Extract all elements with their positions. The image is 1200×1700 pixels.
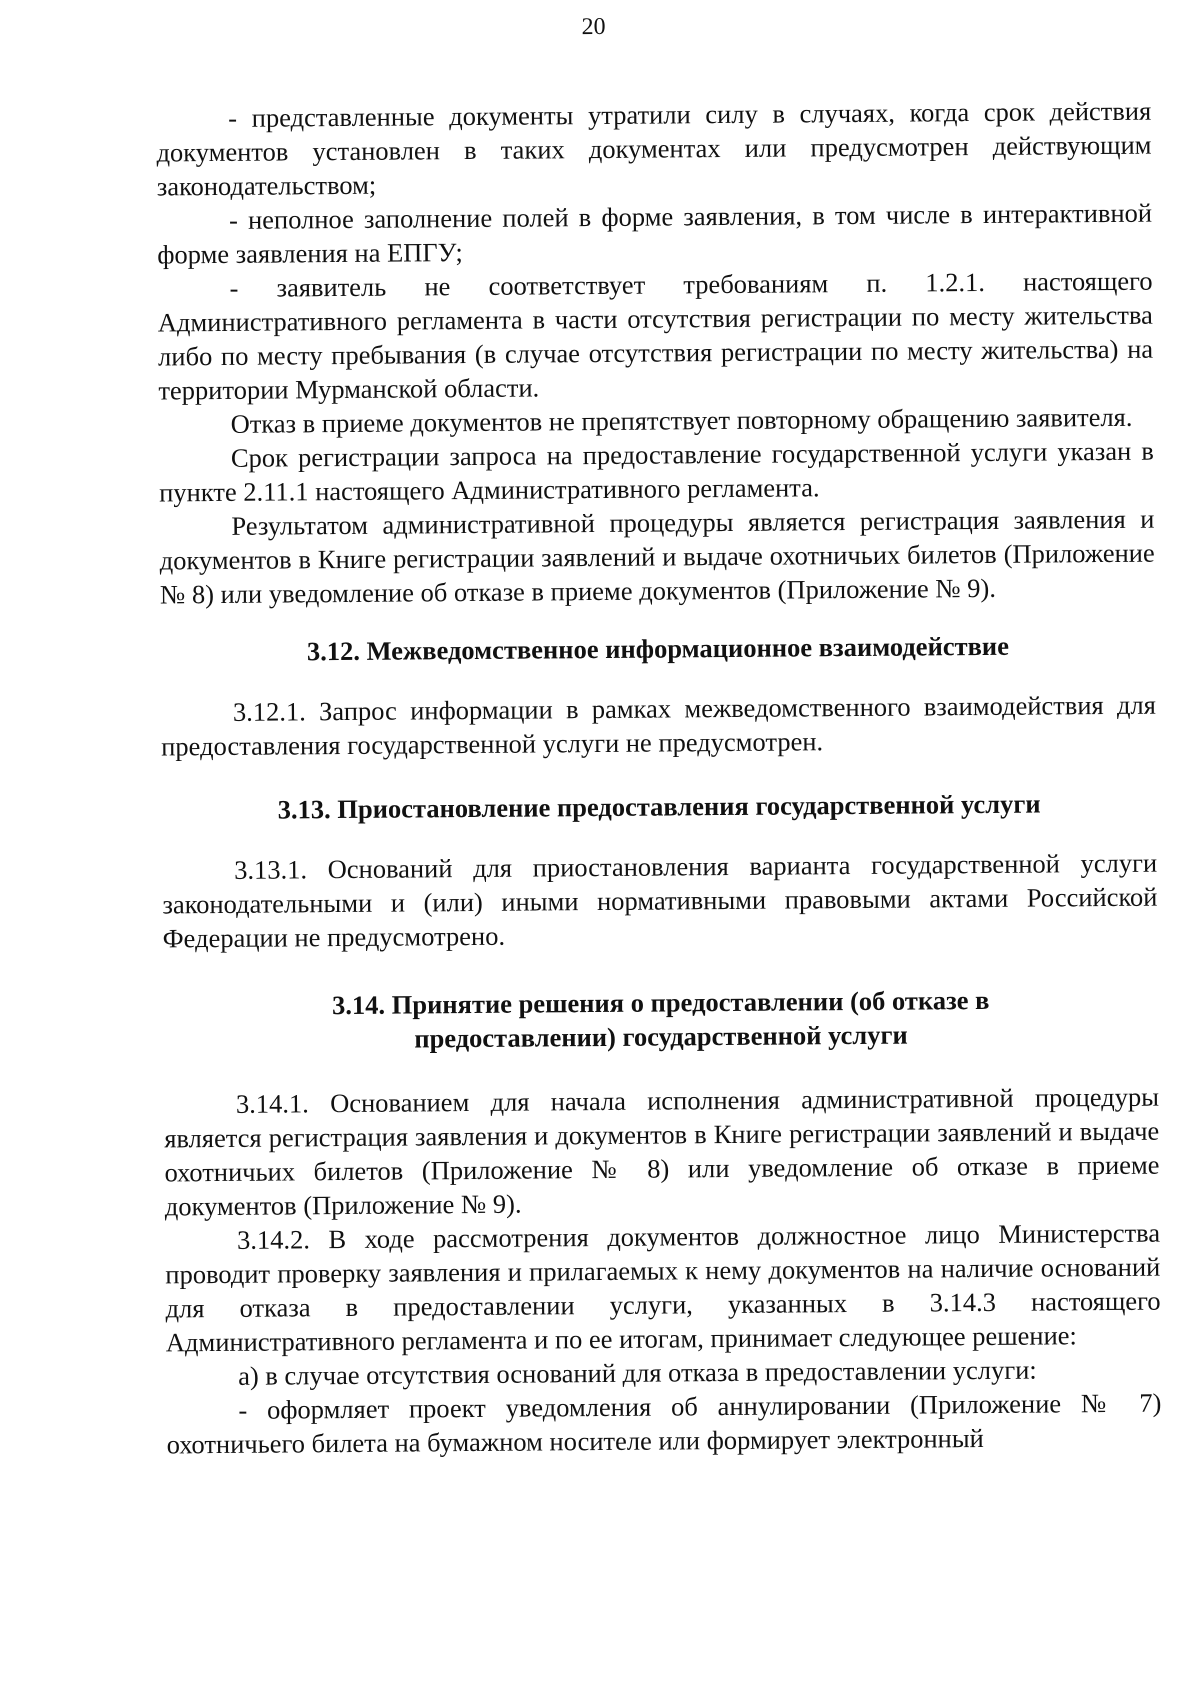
paragraph: - неполное заполнение полей в форме заявления, в том числе в интерактивной форме заявления на ЕПГУ;: [157, 197, 1153, 270]
paragraph: Отказ в приеме документов не препятствует повторному обращению заявителя.: [230, 401, 1133, 439]
paragraph-3-12-1: 3.12.1. Запрос информации в рамках межведомственного взаимодействия для предоставления государственной услуги не предусмотрен.: [161, 689, 1156, 762]
document-body: [156, 94, 1162, 1462]
paragraph: Результатом административной процедуры является регистрация заявления и документов в Книге регистрации заявлений и выдаче охотничьих билетов (Приложение № 8) или уведомление об отказе в приеме документов (Приложение № 9).: [159, 503, 1155, 610]
section-heading-3-14-line1: 3.14. Принятие решения о предоставлении (об отказе в: [331, 984, 990, 1021]
paragraph-3-14-2: 3.14.2. В ходе рассмотрения документов должностное лицо Министерства проводит проверку заявления и прилагаемых к нему документов на наличие оснований для отказа в предоставлении услуги, указанных в 3.14.3 настоящего Административного регламента и по ее итогам, принимает следующее решение:: [165, 1217, 1161, 1358]
section-heading-3-14-line2: предоставлении) государственной услуги: [414, 1019, 908, 1054]
paragraph: - представленные документы утратили силу в случаях, когда срок действия документов установлен в таких документах или предусмотрен действующим законодательством;: [156, 95, 1152, 202]
paragraph-3-13-1: 3.13.1. Оснований для приостановления варианта государственной услуги законодательными и (или) иными нормативными правовыми актами Российской Федерации не предусмотрено.: [162, 847, 1158, 954]
section-heading-3-12: 3.12. Межведомственное информационное взаимодействие: [306, 630, 1010, 667]
paragraph-item-a: а) в случае отсутствия оснований для отказа в предоставлении услуги:: [238, 1354, 1037, 1391]
section-heading-3-13: 3.13. Приостановление предоставления государственной услуги: [277, 788, 1041, 825]
paragraph: - заявитель не соответствует требованиям п. 1.2.1. настоящего Административного регламента в части отсутствия регистрации по месту жительства либо по месту пребывания (в случае отсутствия регистрации по месту жительства) на территории Мурманской области.: [157, 265, 1154, 406]
page-number: 20: [581, 13, 606, 41]
paragraph-3-14-1: 3.14.1. Основанием для начала исполнения административной процедуры является регистрация заявления и документов в Книге регистрации заявлений и выдаче охотничьих билетов (Приложение № 8) или уведомление об отказе в приеме документов (Приложение № 9).: [164, 1081, 1160, 1222]
paragraph: Срок регистрации запроса на предоставление государственной услуги указан в пункте 2.11.1 настоящего Административного регламента.: [159, 435, 1154, 508]
section-heading-3-14: [163, 982, 1159, 1058]
paragraph-bullet: - оформляет проект уведомления об аннулировании (Приложение № 7) охотничьего билета на бумажном носителе или формирует электронный: [166, 1387, 1162, 1460]
